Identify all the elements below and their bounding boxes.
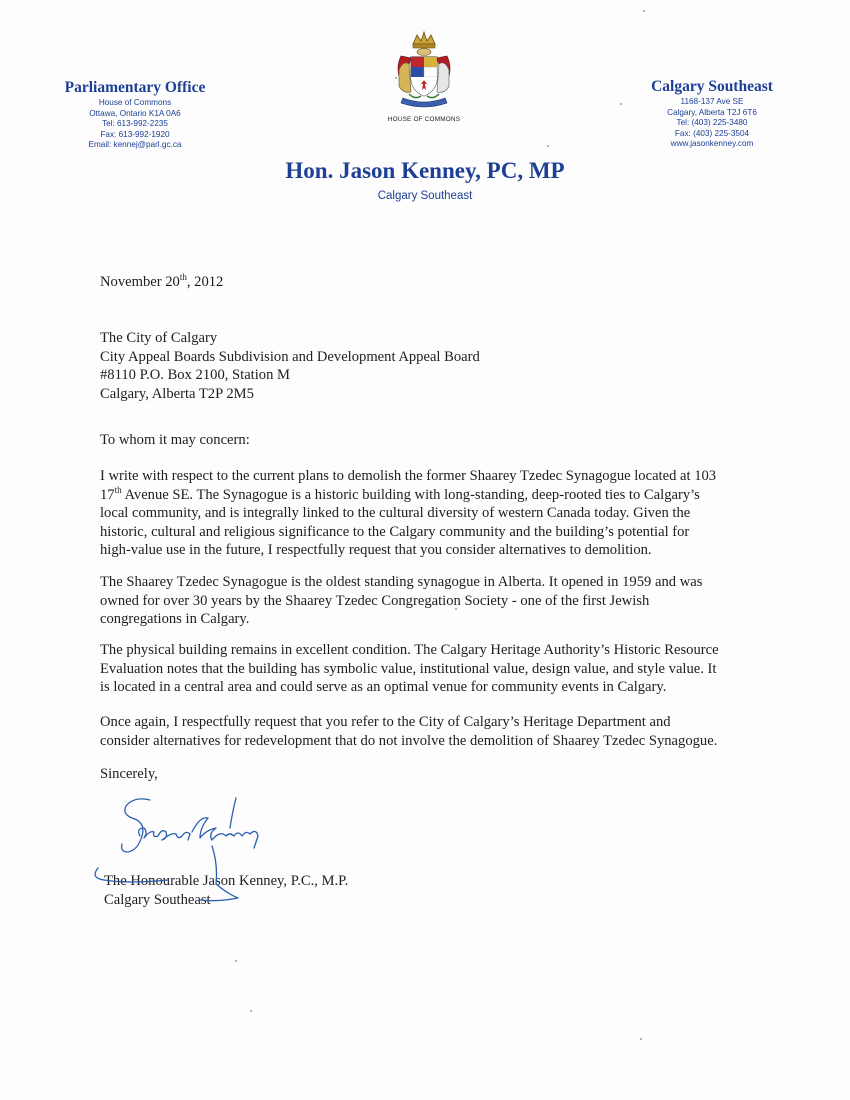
date-month-day: November 20 xyxy=(100,274,180,290)
parliamentary-office-line: Tel: 613-992-2235 xyxy=(101,119,168,129)
parliamentary-office-heading: Parliamentary Office xyxy=(64,79,206,96)
mp-name-heading: Hon. Jason Kenney, PC, MP xyxy=(285,158,565,183)
signatory-name: The Honourable Jason Kenney, P.C., M.P. xyxy=(104,873,349,889)
mp-riding-subheading: Calgary Southeast xyxy=(377,190,473,202)
letter-date xyxy=(100,273,760,292)
street-number: 17 xyxy=(100,486,115,503)
constituency-office-line: Calgary, Alberta T2J 6T6 xyxy=(667,107,757,117)
paragraph-4 xyxy=(100,713,760,750)
parliamentary-office-line: Ottawa, Ontario K1A 0A6 xyxy=(89,108,181,118)
paragraph-line: historic, cultural and religious significance to the Calgary community and the building’s potential for xyxy=(100,523,690,540)
paragraph-line: local community, and is integrally linked to the cultural diversity of western Canada today. Given the xyxy=(100,505,691,521)
date-year: , 2012 xyxy=(186,274,224,290)
constituency-office-line: Fax: (403) 225-3504 xyxy=(674,128,750,138)
parliamentary-office-line: House of Commons xyxy=(98,98,172,107)
constituency-office-heading: Calgary Southeast xyxy=(651,78,773,95)
recipient-line: #8110 P.O. Box 2100, Station M xyxy=(100,367,291,383)
scan-speck xyxy=(395,77,397,79)
recipient-line: Calgary, Alberta T2P 2M5 xyxy=(100,385,254,402)
closing xyxy=(100,765,760,784)
paragraph-line: The physical building remains in excellent condition. The Calgary Heritage Authority’s Historic Resource xyxy=(100,642,719,658)
date-suffix: th xyxy=(179,272,187,283)
constituency-office-line: 1168-137 Ave SE xyxy=(680,97,744,106)
paragraph-line: is located in a central area and could serve as an optimal venue for community events in Calgary. xyxy=(100,679,667,695)
recipient-address xyxy=(100,329,760,403)
coat-of-arms-icon xyxy=(391,30,457,112)
parliamentary-office-email: Email: kennej@parl.gc.ca xyxy=(88,140,182,150)
salutation-text: To whom it may concern: xyxy=(100,432,250,448)
recipient-line: City Appeal Boards Subdivision and Development Appeal Board xyxy=(100,348,480,365)
parliamentary-office-line: Fax: 613-992-1920 xyxy=(100,129,170,139)
closing-text: Sincerely, xyxy=(100,766,158,782)
house-of-commons-caption: HOUSE OF COMMONS xyxy=(387,116,461,123)
paragraph-2 xyxy=(100,573,760,629)
scan-speck xyxy=(455,608,457,610)
scan-speck xyxy=(643,10,645,12)
paragraph-line: Evaluation notes that the building has symbolic value, institutional value, design value, and style value. It xyxy=(100,660,717,677)
constituency-office-block xyxy=(632,77,792,150)
salutation xyxy=(100,431,760,450)
constituency-office-line: Tel: (403) 225-3480 xyxy=(676,118,748,128)
scan-speck xyxy=(547,145,549,147)
paragraph-1 xyxy=(100,467,760,560)
paragraph-line-rest: Avenue SE. The Synagogue is a historic building with long-standing, deep-rooted ties to Calgary’s xyxy=(121,486,700,503)
scan-speck xyxy=(620,103,622,105)
paragraph-line: I write with respect to the current plans to demolish the former Shaarey Tzedec Synagogue located at 103 xyxy=(100,468,717,484)
paragraph-3 xyxy=(100,641,760,697)
paragraph-line: The Shaarey Tzedec Synagogue is the oldest standing synagogue in Alberta. It opened in 1959 and was xyxy=(100,574,703,590)
scan-speck xyxy=(250,1010,252,1012)
paragraph-line: owned for over 30 years by the Shaarey Tzedec Congregation Society - one of the first Jewish xyxy=(100,592,650,609)
constituency-office-website: www.jasonkenney.com xyxy=(670,139,754,149)
paragraph-line: consider alternatives for redevelopment that do not involve the demolition of Shaarey Tzedec Synagogue. xyxy=(100,732,718,749)
coat-of-arms-block xyxy=(372,30,476,123)
signatory-riding: Calgary Southeast xyxy=(104,891,211,908)
paragraph-line xyxy=(100,486,760,505)
scan-speck xyxy=(640,1038,642,1040)
paragraph-line: Once again, I respectfully request that you refer to the City of Calgary’s Heritage Department and xyxy=(100,714,671,730)
recipient-line: The City of Calgary xyxy=(100,330,218,346)
scan-speck xyxy=(235,960,237,962)
parliamentary-office-block xyxy=(55,78,215,151)
paragraph-line: congregations in Calgary. xyxy=(100,611,250,627)
street-suffix: th xyxy=(114,484,122,495)
paragraph-line: high-value use in the future, I respectfully request that you consider alternatives to demolition. xyxy=(100,542,652,558)
handwritten-signature-icon xyxy=(88,788,288,918)
